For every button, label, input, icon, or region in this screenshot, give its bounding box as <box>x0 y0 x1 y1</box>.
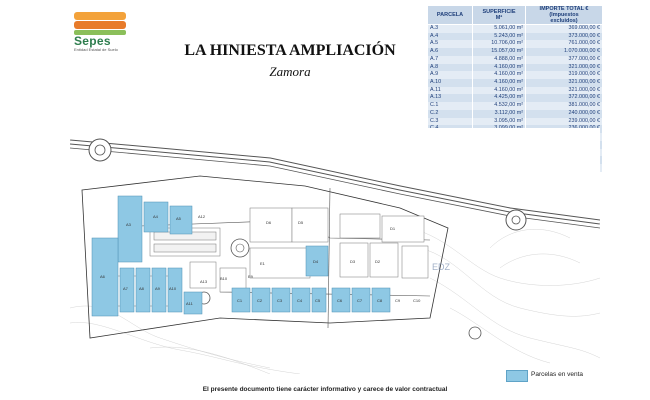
cell-parcela: A.9 <box>428 71 473 79</box>
map-label-C1: C1 <box>237 298 243 303</box>
cell-superficie: 3.112,00 m² <box>473 110 526 118</box>
page-subtitle: Zamora <box>269 64 311 79</box>
header-importe <box>526 6 603 25</box>
cell-importe: 377.000,00 € <box>526 56 603 64</box>
cell-importe: 369.000,00 € <box>526 25 603 33</box>
table-row <box>428 118 603 126</box>
map-label-A11: A11 <box>186 301 193 306</box>
logo-subtitle: Entidad Estatal de Suelo <box>74 47 118 52</box>
map-label-A3: A3 <box>126 222 131 227</box>
table-row <box>428 48 603 56</box>
page-title: LA HINIESTA AMPLIACIÓN <box>184 42 396 59</box>
map-label-C10: C10 <box>413 298 421 303</box>
cell-importe: 240.000,00 € <box>526 110 603 118</box>
map-label-B10: B10 <box>220 276 228 281</box>
table-row <box>428 110 603 118</box>
map-label-C6: C6 <box>337 298 343 303</box>
table-row <box>428 56 603 64</box>
cell-superficie: 5.243,00 m² <box>473 33 526 41</box>
map-label-A8: A8 <box>139 286 144 291</box>
cell-parcela: C.1 <box>428 102 473 110</box>
table-row <box>428 25 603 33</box>
map-label-C8: C8 <box>377 298 383 303</box>
map-label-C3: C3 <box>277 298 283 303</box>
map-label-C2: C2 <box>257 298 263 303</box>
table-row <box>428 33 603 41</box>
cell-parcela: A.10 <box>428 79 473 87</box>
table-row <box>428 71 603 79</box>
map-label-D6: D6 <box>266 220 272 225</box>
cell-superficie: 4.160,00 m² <box>473 79 526 87</box>
table-row <box>428 94 603 102</box>
cell-parcela: C.2 <box>428 110 473 118</box>
cell-superficie: 4.160,00 m² <box>473 64 526 72</box>
table-row <box>428 64 603 72</box>
cell-parcela: C.3 <box>428 118 473 126</box>
cell-parcela: A.8 <box>428 64 473 72</box>
header-importe-text: IMPORTE TOTAL € (Impuestos excluidos) <box>539 6 589 24</box>
map-label-A6: A6 <box>100 274 105 279</box>
cell-superficie: 5.061,00 m² <box>473 25 526 33</box>
cell-importe: 321.000,00 € <box>526 79 603 87</box>
cell-superficie: 10.706,00 m² <box>473 40 526 48</box>
map-label-A9: A9 <box>155 286 160 291</box>
map-label-C9: C9 <box>395 298 401 303</box>
cell-parcela: A.13 <box>428 94 473 102</box>
map-label-D5: D5 <box>298 220 304 225</box>
table-row <box>428 79 603 87</box>
cell-importe: 321.000,00 € <box>526 87 603 95</box>
map-label-D2: D2 <box>375 259 381 264</box>
header-parcela: PARCELA <box>428 6 473 25</box>
cell-parcela: A.5 <box>428 40 473 48</box>
cell-importe: 761.000,00 € <box>526 40 603 48</box>
map-label-D1: D1 <box>390 226 396 231</box>
cell-superficie: 15.057,00 m² <box>473 48 526 56</box>
map-label-A7: A7 <box>123 286 128 291</box>
cell-parcela: A.7 <box>428 56 473 64</box>
map-label-E1: E1 <box>260 261 265 266</box>
cell-importe: 1.070.000,00 € <box>526 48 603 56</box>
table-row <box>428 102 603 110</box>
table-row <box>428 40 603 48</box>
site-plan-map <box>70 128 600 374</box>
map-label-D3: D3 <box>350 259 356 264</box>
header-superficie <box>473 6 526 25</box>
cell-superficie: 4.160,00 m² <box>473 71 526 79</box>
cell-importe: 381.000,00 € <box>526 102 603 110</box>
price-table-header <box>428 6 603 25</box>
cell-importe: 372.000,00 € <box>526 94 603 102</box>
cell-parcela: A.3 <box>428 25 473 33</box>
cell-parcela: A.4 <box>428 33 473 41</box>
map-label-D4: D4 <box>313 259 319 264</box>
header-superficie-text: SUPERFICIE M² <box>482 9 516 21</box>
map-label-C4: C4 <box>297 298 303 303</box>
cell-importe: 321.000,00 € <box>526 64 603 72</box>
map-label-A13: A13 <box>200 279 208 284</box>
legend-swatch <box>506 370 528 382</box>
cell-importe: 319.000,00 € <box>526 71 603 79</box>
legend-label: Parcelas en venta <box>531 371 584 378</box>
table-row <box>428 87 603 95</box>
cell-importe: 239.000,00 € <box>526 118 603 126</box>
map-label-A5: A5 <box>176 216 181 221</box>
cell-superficie: 4.160,00 m² <box>473 87 526 95</box>
cell-superficie: 3.095,00 m² <box>473 118 526 126</box>
map-label-A4: A4 <box>153 214 158 219</box>
map-label-A12: A12 <box>198 214 206 219</box>
cell-superficie: 4.888,00 m² <box>473 56 526 64</box>
map-label-C7: C7 <box>357 298 363 303</box>
cell-parcela: A.11 <box>428 87 473 95</box>
cell-superficie: 4.425,00 m² <box>473 94 526 102</box>
disclaimer: El presente documento tiene carácter informativo y carece de valor contractual <box>202 386 448 393</box>
map-watermark: EDZ <box>432 262 450 272</box>
cell-superficie: 4.532,00 m² <box>473 102 526 110</box>
cell-parcela: A.6 <box>428 48 473 56</box>
map-label-C5: C5 <box>315 298 321 303</box>
map-label-A10: A10 <box>169 286 177 291</box>
cell-importe: 373.000,00 € <box>526 33 603 41</box>
logo-name: Sepes <box>74 34 111 48</box>
map-label-E9: E9 <box>248 274 253 279</box>
